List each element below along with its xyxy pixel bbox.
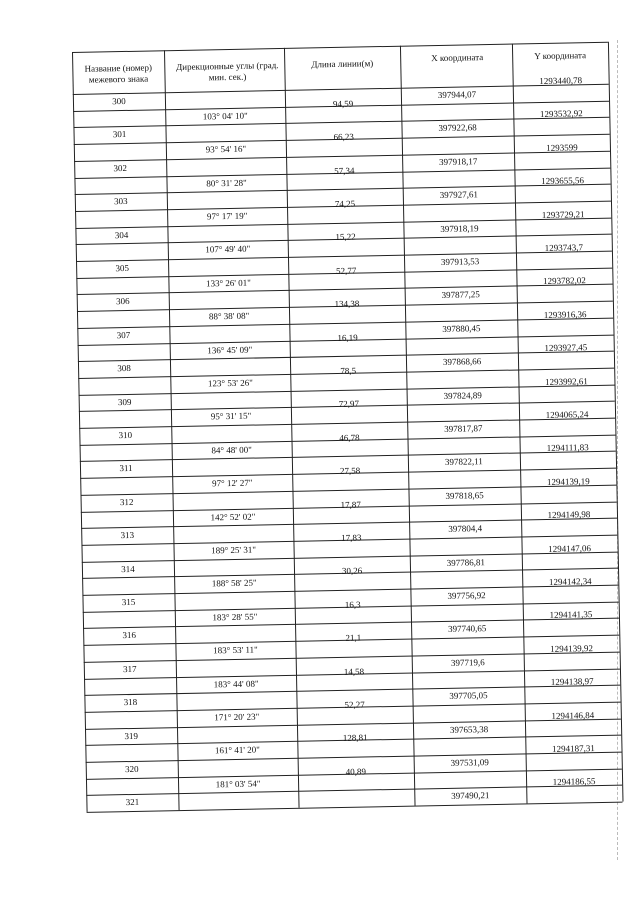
point-x-coordinate: 397877,25 [441,289,480,301]
segment-length: 78,5 [340,365,357,376]
point-name: 304 [114,229,129,240]
point-x-coordinate: 397817,87 [444,423,483,434]
point-y-coordinate: 1293927,45 [544,342,588,354]
point-y-coordinate: 1293743,7 [544,242,584,253]
point-x-coordinate: 397740,65 [447,623,487,635]
point-x-coordinate: 397719,6 [450,656,485,668]
point-name: 309 [117,396,132,407]
segment-direction-angle: 88° 38' 08" [208,310,250,322]
segment-length: 16,3 [344,599,361,610]
point-name: 310 [118,429,133,441]
segment-direction-angle: 183° 44' 08" [213,678,259,689]
point-y-coordinate: 1293992,61 [544,375,588,387]
point-name: 317 [123,663,137,674]
point-y-coordinate: 1294138,97 [550,676,594,688]
segment-length: 74,25 [334,198,356,209]
point-name: 320 [124,763,139,775]
point-y-coordinate: 1293782,02 [543,275,586,287]
header-direction-angles: Дирекционные углы (град. мин. сек.) [175,60,279,83]
point-x-coordinate: 397705,05 [449,690,488,702]
point-name: 315 [121,596,136,608]
point-x-coordinate: 397868,66 [442,356,482,368]
header-point-name: Название (номер) межевого знака [84,62,153,85]
header-line-length: Длина линии(м) [311,58,374,70]
point-y-coordinate: 1294139,19 [546,475,590,487]
point-x-coordinate: 397927,61 [439,189,479,201]
segment-length: 46,78 [339,432,360,443]
segment-direction-angle: 107° 49' 40" [205,243,251,255]
point-y-coordinate: 1293532,92 [539,108,583,120]
point-name: 307 [116,329,131,340]
segment-direction-angle: 84° 48' 00" [211,444,252,456]
segment-length: 30,26 [341,565,363,577]
segment-direction-angle: 93° 54' 16" [205,143,247,155]
segment-length: 14,58 [343,666,365,677]
segment-length: 134,38 [334,298,360,310]
segment-length: 128,81 [342,732,368,744]
point-y-coordinate: 1293729,21 [541,208,585,220]
point-x-coordinate: 397918,17 [438,156,478,167]
point-x-coordinate: 397922,68 [438,122,477,134]
segment-direction-angle: 97° 17' 19" [206,210,248,222]
segment-length: 16,19 [337,332,358,343]
segment-direction-angle: 183° 53' 11" [213,644,258,656]
segment-direction-angle: 189° 25' 31" [211,544,257,556]
segment-direction-angle: 171° 20' 23" [214,711,260,723]
segment-direction-angle: 136° 45' 09" [207,344,253,355]
point-name: 302 [113,162,128,174]
point-x-coordinate: 397786,81 [446,556,486,568]
coordinates-table [72,42,623,822]
point-name: 301 [112,129,127,140]
segment-length: 40,89 [345,766,367,777]
segment-direction-angle: 95° 31' 15" [210,410,252,422]
segment-length: 66,23 [333,131,354,143]
point-x-coordinate: 397756,92 [447,590,486,601]
point-x-coordinate: 397824,89 [443,389,482,401]
point-y-coordinate: 1293655,56 [541,175,585,187]
table-column-line [608,42,624,802]
point-name: 303 [114,196,128,207]
point-y-coordinate: 1293440,78 [539,75,583,87]
segment-direction-angle: 133° 26' 01" [205,277,252,289]
segment-length: 17,87 [340,499,361,510]
point-name: 316 [122,630,137,641]
segment-direction-angle: 183° 28' 55" [212,611,258,623]
point-y-coordinate: 1293599 [546,142,578,153]
segment-length: 72,97 [338,398,360,410]
header-x-coordinate: X координата [431,52,484,64]
point-x-coordinate: 397804,4 [448,523,483,535]
point-x-coordinate: 397913,53 [440,256,480,267]
segment-length: 17,83 [341,532,362,543]
point-x-coordinate: 397944,07 [437,89,477,100]
point-y-coordinate: 1294149,98 [547,509,591,521]
point-x-coordinate: 397918,19 [440,222,479,234]
segment-length: 94,59 [332,98,354,109]
segment-length: 15,22 [335,231,356,243]
point-y-coordinate: 1294147,06 [548,542,592,554]
segment-direction-angle: 161° 41' 20" [214,744,260,756]
point-y-coordinate: 1294142,34 [548,576,592,587]
point-y-coordinate: 1294186,55 [552,776,596,788]
point-name: 305 [115,262,130,274]
point-name: 318 [123,697,138,708]
point-x-coordinate: 397531,09 [450,757,489,768]
point-name: 314 [121,563,135,574]
segment-direction-angle: 97° 12' 27" [212,477,253,489]
point-name: 308 [117,363,131,374]
point-name: 306 [115,296,130,307]
point-name: 311 [119,463,133,474]
segment-length: 21,1 [345,632,362,643]
segment-length: 57,34 [334,165,355,176]
segment-direction-angle: 188° 58' 25" [211,577,257,589]
point-name: 312 [119,496,134,507]
point-y-coordinate: 1294187,31 [551,743,595,754]
table-column-line [284,48,300,808]
point-x-coordinate: 397818,65 [445,489,484,501]
point-y-coordinate: 1294139,92 [550,642,594,654]
point-y-coordinate: 1293916,36 [543,308,587,320]
point-name: 313 [120,530,135,541]
segment-direction-angle: 80° 31' 28" [206,177,247,188]
point-x-coordinate: 397880,45 [442,323,481,334]
point-name: 319 [124,730,138,741]
segment-direction-angle: 181° 03' 54" [215,778,261,790]
point-x-coordinate: 397822,11 [444,456,483,468]
header-y-coordinate: Y координата [534,50,587,62]
segment-direction-angle: 123° 53' 26" [207,377,253,389]
segment-direction-angle: 103° 04' 10" [202,110,248,122]
point-name: 300 [112,95,126,107]
point-y-coordinate: 1294141,35 [549,609,593,621]
point-y-coordinate: 1294065,24 [545,409,589,420]
segment-length: 27,58 [339,465,361,477]
point-x-coordinate: 397653,38 [449,723,489,735]
segment-length: 52,77 [336,265,357,276]
point-x-coordinate: 397490,21 [451,790,490,802]
segment-length: 52,27 [344,699,365,710]
point-y-coordinate: 1294111,83 [546,442,589,454]
point-y-coordinate: 1294146,84 [551,709,595,721]
segment-direction-angle: 142° 52' 02" [210,511,256,522]
point-name: 321 [125,797,140,808]
